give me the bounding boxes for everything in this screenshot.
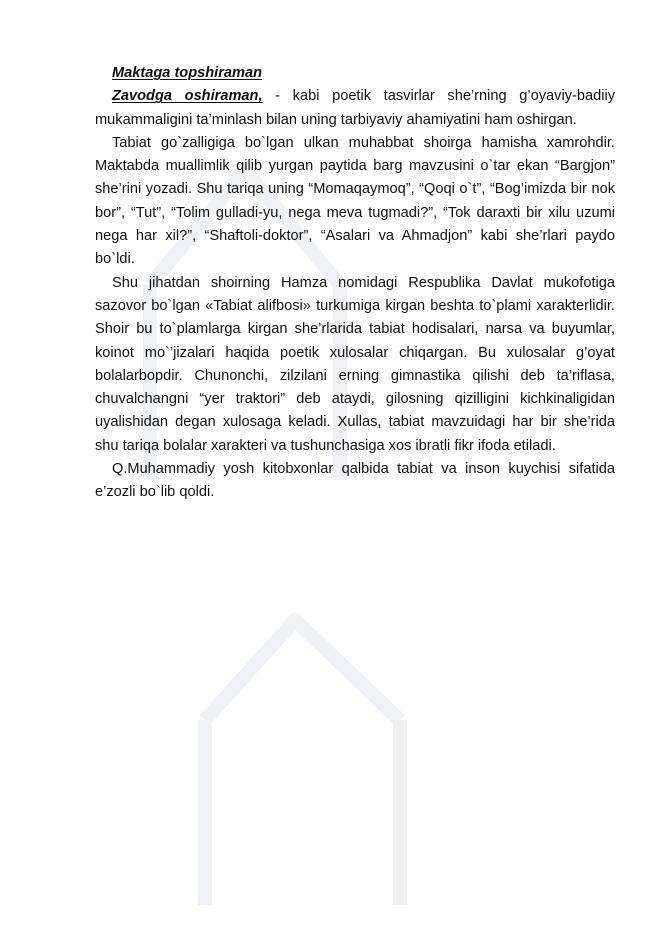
paragraph-1-lead: Zavodga oshiraman, [112, 88, 263, 105]
heading-line [95, 62, 615, 85]
paragraph-1-text: - kabi poetik tasvirlar she’rning g’oyaviy-badiiy mukammaligini ta’minlash bilan uning tarbiyaviy ahamiyatini ham oshirgan. [95, 88, 615, 128]
section-heading: Maktaga topshiraman [112, 65, 263, 81]
paragraph-3: Shu jihatdan shoirning Hamza nomidagi Respublika Davlat mukofotiga sazovor bo`lgan «Tabiat alifbosi» turkumiga kirgan beshta to`plami xarakterlidir. Shoir bu to`plamlarga kirgan she’rlarida tabiat hodisalari, narsa va buyumlar, koinot mo`’jizalari haqida poetik xulosalar chiqargan. Bu xulosalar g’oyat bolalarbopdir. Chunonchi, zilzilani erning gimnastika qilishi deb ta’riflasa, chuvalchangni “yer traktori” deb ataydi, gilosning qizilligini kichkinaligidan uyalishidan degan xulosaga keladi. Xullas, tabiat mavzuidagi har bir she’rida shu tariqa bolalar xarakteri va tushunchasiga xos ibratli fikr ifoda etiladi. [95, 274, 615, 454]
paragraph-4: Q.Muhammadiy yosh kitobxonlar qalbida tabiat va inson kuychisi sifatida e’zozli bo`lib qoldi. [95, 461, 615, 501]
paragraph-2: Tabiat go`zalligiga bo`lgan ulkan muhabbat shoirga hamisha xamrohdir. Maktabda muallimlik qilib yurgan paytida barg mavzusini o`tar ekan “Bargjon” she’rini yozadi. Shu tariqa uning “Momaqaymoq”, “Qoqi o`t”, “Bog’imizda bir nok bor”, “Tut”, “Tolim gulladi-yu, nega meva tugmadi?”, “Tok daraxti bir xilu uzumi nega har xil?”, “Shaftoli-doktor”, “Asalari va Ahmadjon” kabi she’rlari paydo bo`ldi. [95, 134, 615, 268]
document-body [95, 62, 615, 505]
paragraph-1 [95, 85, 615, 132]
